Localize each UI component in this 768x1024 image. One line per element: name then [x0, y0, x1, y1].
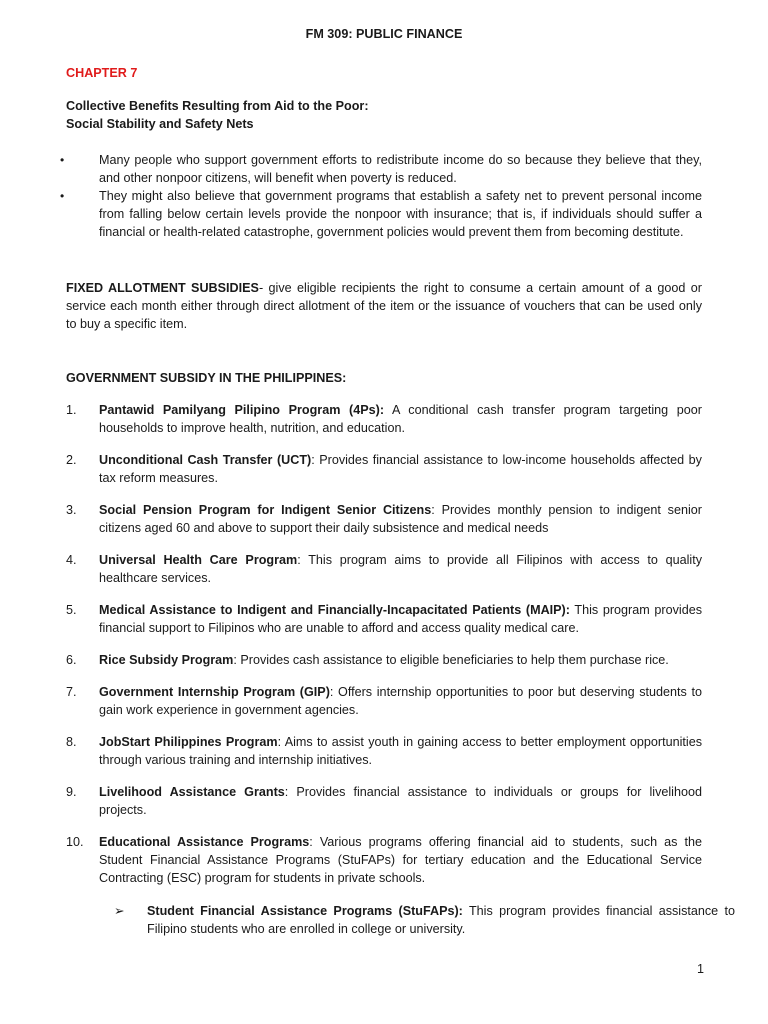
gov-subsidy-heading: GOVERNMENT SUBSIDY IN THE PHILIPPINES: [66, 371, 347, 385]
program-name: Universal Health Care Program [99, 553, 298, 567]
bullet-item [56, 151, 702, 187]
section-title-line1: Collective Benefits Resulting from Aid to the Poor: [66, 99, 369, 113]
program-desc: : Various programs offering financial aid to students, such as the Student Financial Assistance Programs (StuFAPs) for tertiary education and the Educational Service Contracting (ESC) program for students in private schools. [99, 835, 702, 885]
fixed-allotment-term: FIXED ALLOTMENT SUBSIDIES [66, 281, 259, 295]
program-number: 7. [66, 685, 77, 699]
chapter-label: CHAPTER 7 [66, 66, 138, 80]
sub-item-stufaps [114, 902, 735, 938]
program-name: JobStart Philippines Program [99, 735, 278, 749]
program-number: 10. [66, 835, 84, 849]
program-item [66, 451, 702, 487]
program-desc: : Offers internship opportunities to poor but deserving students to gain work experience in government agencies. [99, 685, 702, 717]
section-title [66, 97, 369, 133]
bullet-icon: • [60, 189, 65, 203]
program-list [66, 401, 702, 901]
sub-item-desc: This program provides financial assistance to Filipino students who are enrolled in college or university. [147, 904, 736, 936]
program-number: 9. [66, 785, 77, 799]
program-item [66, 683, 702, 719]
program-name: Government Internship Program (GIP) [99, 685, 330, 699]
program-name: Unconditional Cash Transfer (UCT) [99, 453, 312, 467]
program-number: 4. [66, 553, 77, 567]
program-item [66, 601, 702, 637]
program-desc: This program provides financial support to Filipinos who are unable to afford and access quality medical care. [99, 603, 703, 635]
program-item [66, 833, 702, 887]
program-name: Rice Subsidy Program [99, 653, 234, 667]
fixed-allotment-text: - give eligible recipients the right to consume a certain amount of a good or service each month either through direct allotment of the item or the issuance of vouchers that can be used only to buy a specific item. [66, 281, 702, 331]
program-name: Educational Assistance Programs [99, 835, 310, 849]
program-item [66, 551, 702, 587]
bullet-list [56, 151, 702, 241]
program-number: 6. [66, 653, 77, 667]
program-number: 2. [66, 453, 77, 467]
fixed-allotment-paragraph [66, 279, 702, 333]
program-name: Medical Assistance to Indigent and Financially-Incapacitated Patients (MAIP): [99, 603, 570, 617]
program-desc: : Provides financial assistance to low-income households affected by tax reform measures. [99, 453, 702, 485]
program-item [66, 401, 702, 437]
program-desc: : Provides financial assistance to individuals or groups for livelihood projects. [99, 785, 702, 817]
course-header: FM 309: PUBLIC FINANCE [305, 27, 463, 41]
section-title-line2: Social Stability and Safety Nets [66, 117, 254, 131]
program-item [66, 501, 702, 537]
program-name: Livelihood Assistance Grants [99, 785, 285, 799]
program-desc: : Provides cash assistance to eligible beneficiaries to help them purchase rice. [233, 653, 669, 667]
program-desc: : This program aims to provide all Filipinos with access to quality healthcare services. [99, 553, 703, 585]
program-item [66, 651, 702, 669]
program-name: Pantawid Pamilyang Pilipino Program (4Ps): [99, 403, 385, 417]
program-number: 3. [66, 503, 77, 517]
bullet-text: They might also believe that government programs that establish a safety net to prevent personal income from falling below certain levels provide the nonpoor with insurance; that is, if individuals should suffer a financial or health-related catastrophe, government policies would prevent them from becoming destitute. [99, 189, 702, 239]
page-number: 1 [696, 962, 704, 976]
arrow-bullet-icon: ➢ [114, 904, 125, 918]
program-desc: A conditional cash transfer program targeting poor households to improve health, nutrition, and education. [99, 403, 702, 435]
bullet-text: Many people who support government efforts to redistribute income do so because they believe that they, and other nonpoor citizens, will benefit when poverty is reduced. [99, 153, 702, 185]
bullet-icon: • [60, 153, 65, 167]
program-item [66, 783, 702, 819]
sub-item-name: Student Financial Assistance Programs (StuFAPs): [147, 904, 463, 918]
program-number: 5. [66, 603, 77, 617]
program-number: 8. [66, 735, 77, 749]
program-number: 1. [66, 403, 77, 417]
bullet-item [56, 187, 702, 241]
program-item [66, 733, 702, 769]
program-desc: : Provides monthly pension to indigent senior citizens aged 60 and above to support their daily subsistence and medical needs [99, 503, 702, 535]
program-name: Social Pension Program for Indigent Senior Citizens [99, 503, 432, 517]
program-desc: : Aims to assist youth in gaining access to better employment opportunities through various training and internship initiatives. [99, 735, 702, 767]
